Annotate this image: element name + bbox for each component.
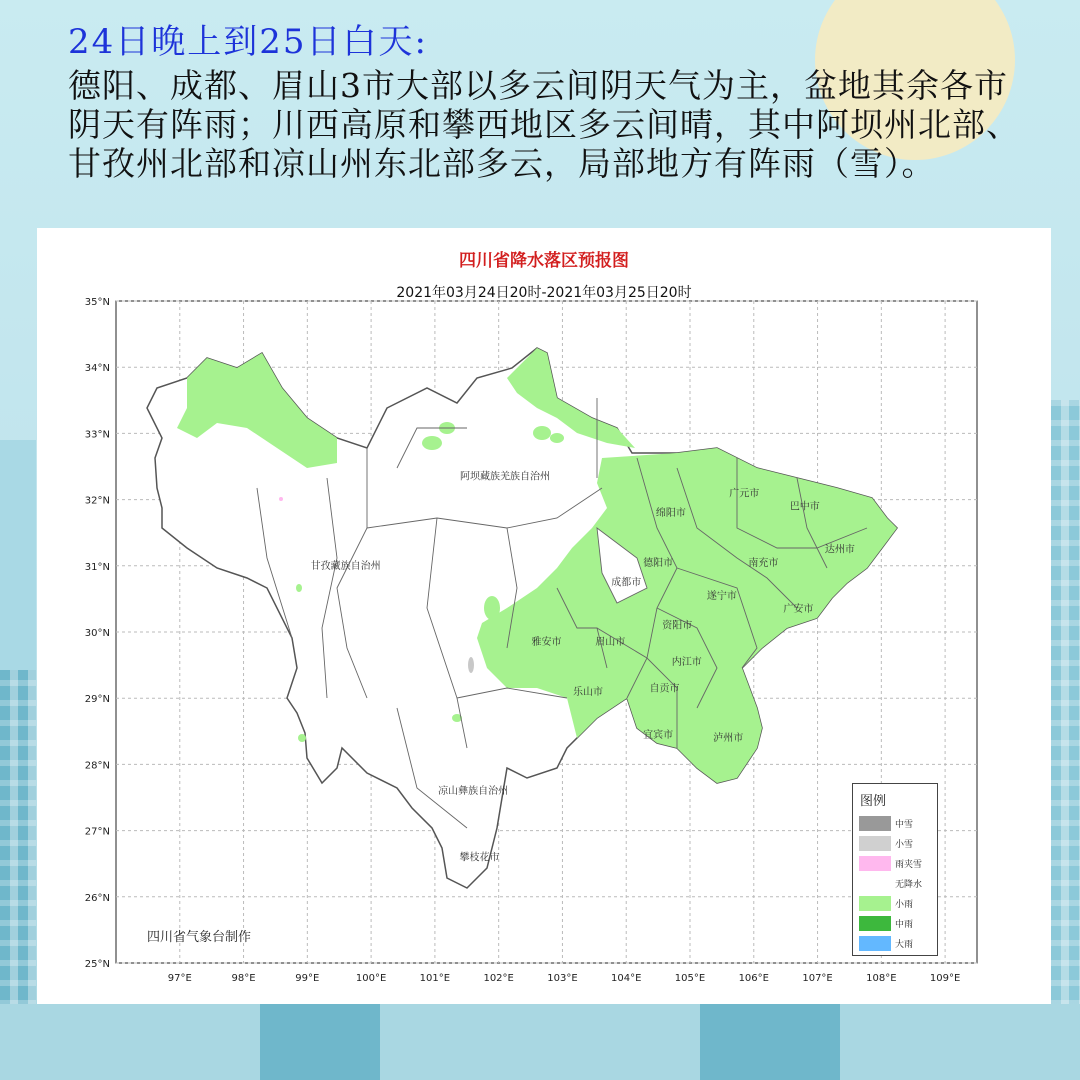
longitude-tick-label: 100°E bbox=[355, 973, 387, 984]
map-title: 四川省降水落区预报图 bbox=[459, 251, 629, 271]
longitude-tick-label: 102°E bbox=[483, 973, 514, 984]
building-decoration bbox=[700, 1004, 840, 1080]
map-subtitle: 2021年03月24日20时-2021年03月25日20时 bbox=[396, 285, 692, 301]
building-decoration bbox=[1051, 400, 1080, 1080]
legend-item-light-rain bbox=[859, 896, 937, 912]
place-label: 达州市 bbox=[824, 544, 855, 556]
legend-item-heavy-rain bbox=[859, 936, 937, 952]
longitude-tick-label: 101°E bbox=[419, 973, 451, 984]
legend-swatch bbox=[859, 936, 891, 951]
legend-box bbox=[852, 783, 938, 956]
longitude-tick-label: 97°E bbox=[167, 973, 192, 984]
place-label: 凉山彝族自治州 bbox=[438, 786, 509, 798]
longitude-tick-label: 108°E bbox=[866, 973, 897, 984]
latitude-tick-label: 33°N bbox=[84, 429, 110, 441]
legend-item-light-snow bbox=[859, 836, 937, 852]
place-label: 巴中市 bbox=[789, 501, 820, 513]
legend-label: 小雪 bbox=[895, 840, 914, 850]
legend-item-moderate-rain bbox=[859, 916, 937, 932]
latitude-tick-label: 25°N bbox=[84, 959, 110, 970]
building-decoration bbox=[260, 1004, 380, 1080]
legend-item-sleet bbox=[859, 856, 937, 872]
place-label: 甘孜藏族自治州 bbox=[310, 561, 381, 573]
longitude-tick-label: 106°E bbox=[738, 973, 769, 984]
sleet-area bbox=[279, 497, 283, 501]
latitude-tick-label: 26°N bbox=[84, 892, 110, 904]
place-label: 阿坝藏族羌族自治州 bbox=[460, 471, 551, 483]
latitude-tick-label: 34°N bbox=[84, 363, 110, 375]
longitude-tick-label: 104°E bbox=[611, 973, 642, 984]
latitude-tick-label: 27°N bbox=[84, 826, 110, 838]
place-label: 乐山市 bbox=[572, 686, 603, 698]
latitude-tick-label: 29°N bbox=[84, 694, 110, 706]
place-label: 自贡市 bbox=[649, 683, 680, 695]
place-label: 眉山市 bbox=[595, 637, 626, 649]
forecast-heading: 24日晚上到25日白天: bbox=[68, 22, 428, 62]
longitude-tick-label: 98°E bbox=[231, 973, 256, 984]
legend-title: 图例 bbox=[860, 794, 887, 809]
legend-swatch bbox=[859, 856, 891, 871]
longitude-tick-label: 109°E bbox=[929, 973, 961, 984]
place-label: 攀枝花市 bbox=[459, 852, 500, 864]
legend-label: 中雨 bbox=[895, 920, 914, 930]
place-label: 广安市 bbox=[783, 604, 814, 616]
light-snow-area bbox=[468, 657, 474, 673]
legend-swatch bbox=[859, 896, 891, 911]
place-label: 遂宁市 bbox=[706, 590, 737, 602]
legend-swatch bbox=[859, 876, 891, 891]
place-label: 广元市 bbox=[729, 488, 760, 500]
latitude-tick-label: 31°N bbox=[84, 561, 110, 573]
legend-label: 大雨 bbox=[895, 940, 914, 950]
latitude-tick-label: 30°N bbox=[84, 628, 110, 639]
latitude-tick-label: 28°N bbox=[84, 760, 110, 772]
legend-label: 小雨 bbox=[895, 900, 914, 910]
legend-swatch bbox=[859, 916, 891, 931]
place-label: 德阳市 bbox=[643, 557, 674, 569]
place-label: 绵阳市 bbox=[655, 508, 686, 520]
longitude-tick-label: 99°E bbox=[295, 973, 320, 984]
legend-item-no-precipitation bbox=[859, 876, 937, 892]
legend-swatch bbox=[859, 816, 891, 831]
map-credit: 四川省气象台制作 bbox=[147, 930, 252, 945]
place-label: 南充市 bbox=[748, 557, 779, 569]
longitude-tick-label: 103°E bbox=[547, 973, 578, 984]
latitude-tick-label: 32°N bbox=[84, 495, 110, 507]
latitude-tick-label: 35°N bbox=[84, 297, 110, 308]
longitude-tick-label: 105°E bbox=[674, 973, 706, 984]
forecast-paragraph: 德阳、成都、眉山3市大部以多云间阴天气为主，盆地其余各市阴天有阵雨；川西高原和攀西地区多云间晴，其中阿坝州北部、甘孜州北部和凉山州东北部多云，局部地方有阵雨（雪）。 bbox=[68, 66, 1020, 183]
legend-label: 雨夹雪 bbox=[895, 860, 923, 870]
longitude-tick-label: 107°E bbox=[802, 973, 833, 984]
legend-label: 中雪 bbox=[895, 820, 914, 830]
place-label: 宜宾市 bbox=[643, 729, 674, 741]
legend-label: 无降水 bbox=[895, 880, 923, 890]
place-label: 成都市 bbox=[611, 577, 642, 589]
place-label: 雅安市 bbox=[531, 637, 562, 649]
place-label: 泸州市 bbox=[713, 733, 744, 745]
ground-decoration bbox=[0, 1004, 1080, 1080]
legend-swatch bbox=[859, 836, 891, 851]
place-label: 资阳市 bbox=[662, 620, 693, 632]
legend-item-moderate-snow bbox=[859, 816, 937, 832]
place-label: 内江市 bbox=[671, 657, 702, 669]
precipitation-map-panel bbox=[37, 228, 1051, 1004]
